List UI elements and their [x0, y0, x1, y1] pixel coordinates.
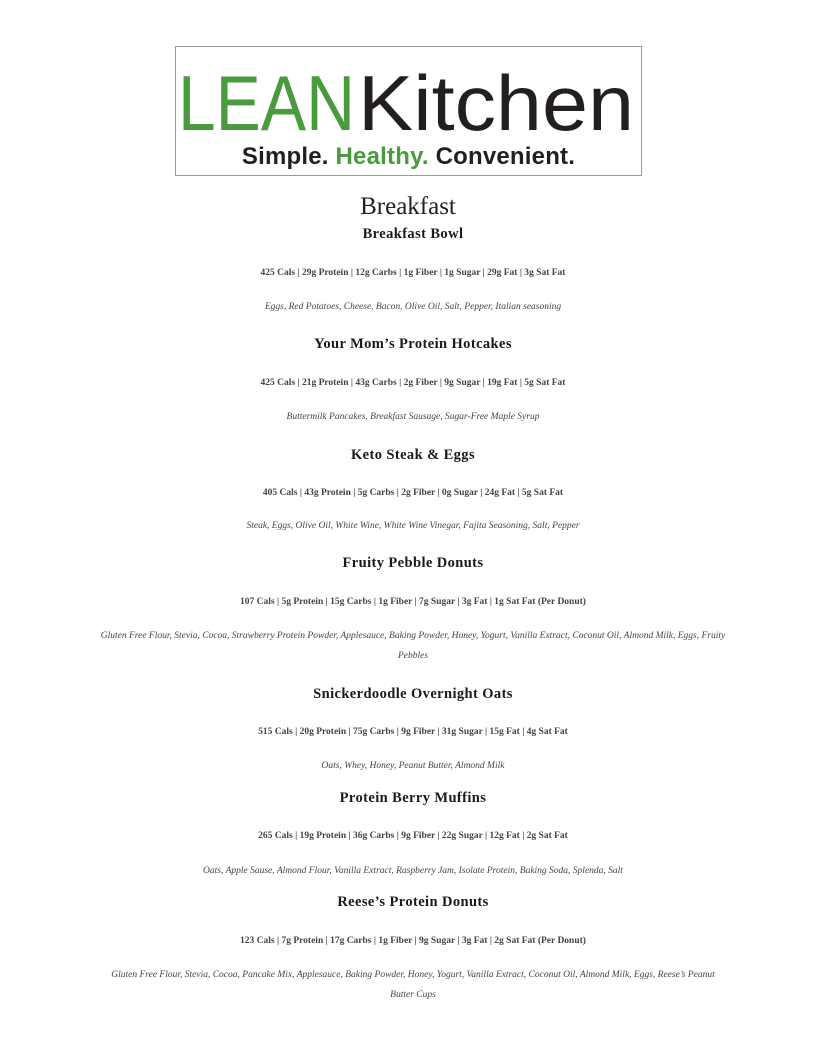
menu-item-name: Reese’s Protein Donuts — [337, 894, 489, 910]
menu-item-ingredients: Steak, Eggs, Olive Oil, White Wine, White Wine Vinegar, Fajita Seasoning, Salt, Pepper — [246, 521, 580, 531]
menu-item-nutrition: 265 Cals | 19g Protein | 36g Carbs | 9g Fiber | 22g Sugar | 12g Fat | 2g Sat Fat — [258, 831, 568, 841]
brand-logo — [175, 46, 642, 176]
logo-word-kitchen: Kitchen — [358, 59, 634, 137]
menu-item-ingredients: Gluten Free Flour, Stevia, Cocoa, Strawberry Protein Powder, Applesauce, Baking Powder, Honey, Yogurt, Vanilla Extract, Coconut Oil, Almond Milk, Eggs, Fruity Pebbles — [100, 631, 726, 661]
menu-item-nutrition: 425 Cals | 29g Protein | 12g Carbs | 1g Fiber | 1g Sugar | 29g Fat | 3g Sat Fat — [260, 268, 566, 278]
section-title: Breakfast — [360, 193, 456, 220]
menu-item-ingredients: Buttermilk Pancakes, Breakfast Sausage, Sugar-Free Maple Syrup — [286, 412, 540, 422]
menu-item-nutrition: 515 Cals | 20g Protein | 75g Carbs | 9g Fiber | 31g Sugar | 15g Fat | 4g Sat Fat — [258, 727, 568, 737]
menu-item-name: Breakfast Bowl — [362, 226, 464, 242]
logo-word-lean: LEAN — [178, 59, 355, 137]
menu-item-nutrition: 425 Cals | 21g Protein | 43g Carbs | 2g Fiber | 9g Sugar | 19g Fat | 5g Sat Fat — [260, 378, 566, 388]
menu-item-name: Protein Berry Muffins — [339, 790, 487, 806]
menu-item-ingredients: Oats, Apple Sause, Almond Flour, Vanilla Extract, Raspberry Jam, Isolate Protein, Baking Soda, Splenda, Salt — [203, 866, 623, 876]
menu-item-name: Keto Steak & Eggs — [350, 447, 475, 463]
menu-item-ingredients: Eggs, Red Potatoes, Cheese, Bacon, Olive Oil, Salt, Pepper, Italian seasoning — [264, 302, 562, 312]
menu-item-name: Fruity Pebble Donuts — [342, 555, 484, 571]
tagline-convenient: Convenient. — [435, 143, 576, 170]
menu-item-ingredients: Gluten Free Flour, Stevia, Cocoa, Pancake Mix, Applesauce, Baking Powder, Honey, Yogurt, Vanilla Extract, Coconut Oil, Almond Milk, Eggs, Reese’s Peanut Butter Cups — [111, 970, 715, 1000]
menu-item-nutrition: 123 Cals | 7g Protein | 17g Carbs | 1g Fiber | 9g Sugar | 3g Fat | 2g Sat Fat (Per Donut) — [240, 936, 586, 946]
menu-item-name: Snickerdoodle Overnight Oats — [313, 686, 513, 702]
menu-item-nutrition: 107 Cals | 5g Protein | 15g Carbs | 1g Fiber | 7g Sugar | 3g Fat | 1g Sat Fat (Per Donut) — [240, 597, 586, 607]
tagline-simple: Simple. — [241, 143, 329, 170]
menu-item-nutrition: 405 Cals | 43g Protein | 5g Carbs | 2g Fiber | 0g Sugar | 24g Fat | 5g Sat Fat — [262, 488, 564, 498]
tagline-healthy: Healthy. — [335, 143, 429, 170]
menu-item-name: Your Mom’s Protein Hotcakes — [314, 336, 512, 352]
logo-tagline — [176, 143, 641, 171]
menu-item-ingredients: Oats, Whey, Honey, Peanut Butter, Almond Milk — [321, 761, 505, 771]
logo-wordmark — [178, 57, 638, 137]
